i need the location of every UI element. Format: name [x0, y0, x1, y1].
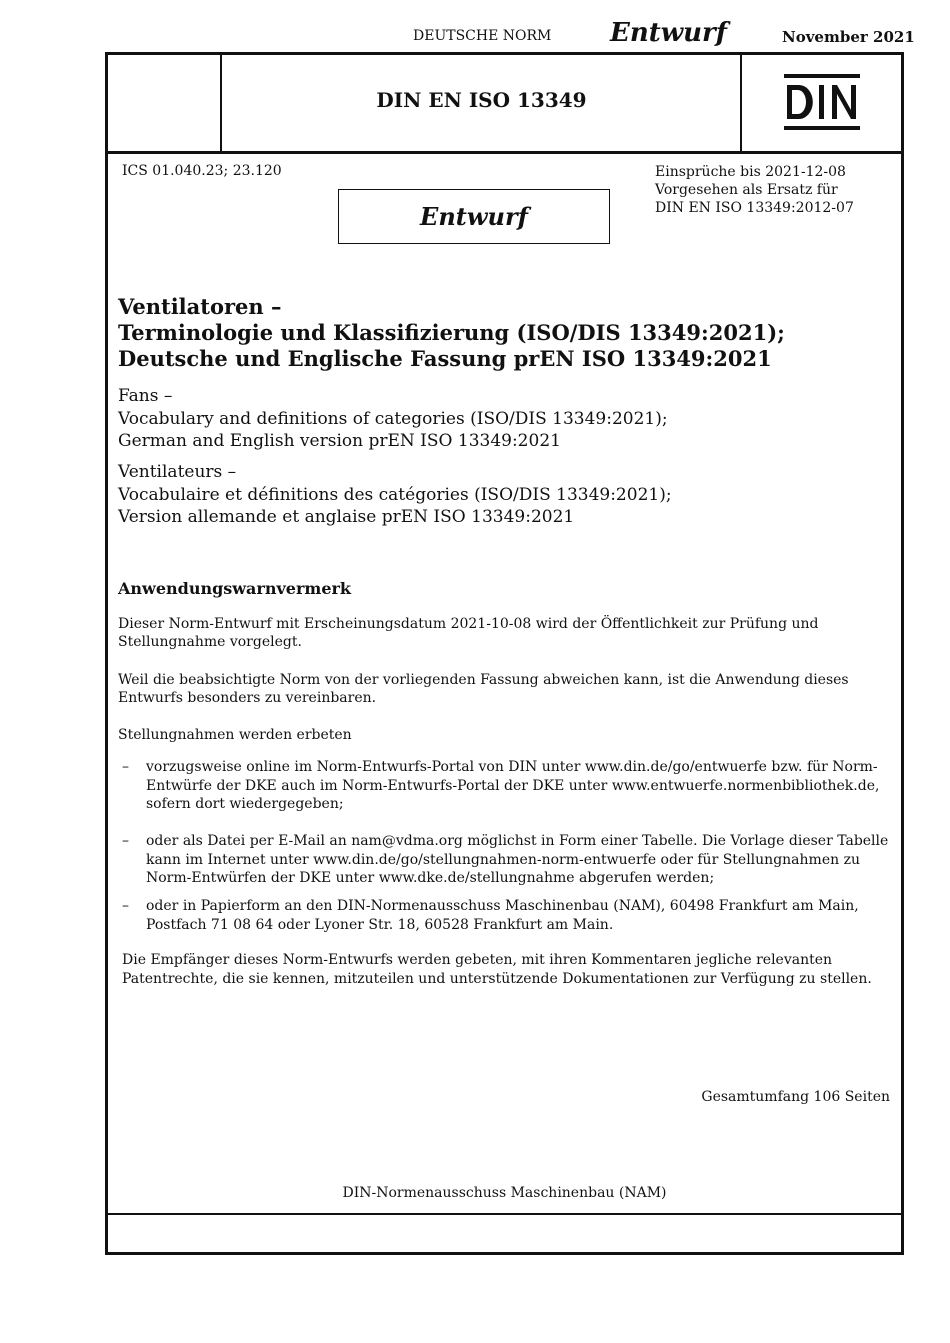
- title-en-line: German and English version prEN ISO 13349:2021: [118, 431, 561, 451]
- title-de-line: Ventilatoren –: [118, 294, 282, 319]
- bullet-dash: –: [122, 759, 129, 775]
- document-type-label: DEUTSCHE NORM: [413, 28, 552, 44]
- bullet-dash: –: [122, 833, 129, 849]
- title-french: [118, 461, 672, 529]
- bullet-text: oder in Papierform an den DIN-Normenausschuss Maschinenbau (NAM), 60498 Frankfurt am Main, Postfach 71 08 64 oder Lyoner Str. 18, 60528 Frankfurt am Main.: [146, 898, 859, 933]
- bullet-dash: –: [122, 898, 129, 914]
- title-en-line: Fans –: [118, 386, 173, 406]
- objection-deadline: Einsprüche bis 2021-12-08: [655, 164, 846, 180]
- title-de-line: Deutsche und Englische Fassung prEN ISO 13349:2021: [118, 346, 772, 371]
- header-divider-left: [220, 55, 222, 152]
- ics-code: ICS 01.040.23; 23.120: [122, 163, 282, 179]
- notice-heading: Anwendungswarnvermerk: [118, 579, 352, 598]
- bullet-text: oder als Datei per E-Mail an nam@vdma.org möglichst in Form einer Tabelle. Die Vorlage dieser Tabelle kann im Internet unter www.din.de/go/stellungnahmen-norm-entwuerfe oder für Stellungnahmen zu Norm-Entwürfen der DKE unter www.dke.de/stellungnahme abgerufen werden;: [146, 833, 889, 886]
- title-fr-line: Vocabulaire et définitions des catégories (ISO/DIS 13349:2021);: [118, 484, 672, 505]
- issue-date: November 2021: [782, 28, 915, 46]
- replaced-standard: DIN EN ISO 13349:2012-07: [655, 200, 854, 216]
- notice-paragraph-3: Stellungnahmen werden erbeten: [118, 727, 352, 743]
- title-english: [118, 385, 668, 453]
- draft-box: [338, 189, 610, 244]
- header-bottom-rule: [108, 151, 901, 154]
- replacement-note: Vorgesehen als Ersatz für: [655, 182, 838, 198]
- title-fr-line: Version allemande et anglaise prEN ISO 13349:2021: [118, 507, 575, 527]
- committee-name: DIN-Normenausschuss Maschinenbau (NAM): [342, 1185, 667, 1201]
- din-logo: [784, 74, 860, 130]
- header-divider-right: [740, 55, 742, 152]
- title-en-line: Vocabulary and definitions of categories (ISO/DIS 13349:2021);: [118, 408, 668, 429]
- footer-rule: [108, 1213, 901, 1215]
- title-fr-line: Ventilateurs –: [118, 462, 237, 482]
- standard-number: DIN EN ISO 13349: [376, 88, 587, 112]
- notice-paragraph-1: Dieser Norm-Entwurf mit Erscheinungsdatum 2021-10-08 wird der Öffentlichkeit zur Prüfung und Stellungnahme vorgelegt.: [118, 616, 819, 650]
- meta-right-block: [655, 163, 854, 217]
- notice-paragraph-2: Weil die beabsichtigte Norm von der vorliegenden Fassung abweichen kann, ist die Anwendung dieses Entwurfs besonders zu vereinbaren.: [118, 672, 849, 706]
- title-de-line: Terminologie und Klassifizierung (ISO/DIS 13349:2021);: [118, 320, 785, 345]
- draft-box-label: Entwurf: [420, 202, 528, 231]
- bullet-text: vorzugsweise online im Norm-Entwurfs-Portal von DIN unter www.din.de/go/entwuerfe bzw. für Norm-Entwürfe der DKE auch im Norm-Entwurfs-Portal der DKE unter www.entwuerfe.normenbibliothek.de, sofern dort wiedergegeben;: [146, 759, 880, 812]
- title-german: [118, 294, 785, 372]
- list-item: [122, 758, 892, 814]
- list-item: [122, 897, 892, 934]
- total-pages: Gesamtumfang 106 Seiten: [701, 1089, 890, 1105]
- notice-paragraph-4: Die Empfänger dieses Norm-Entwurfs werden gebeten, mit ihren Kommentaren jegliche relevanten Patentrechte, die sie kennen, mitzuteilen und unterstützende Dokumentationen zur Verfügung zu stellen.: [122, 952, 872, 987]
- list-item: [122, 832, 892, 888]
- draft-label-top: Entwurf: [610, 18, 727, 48]
